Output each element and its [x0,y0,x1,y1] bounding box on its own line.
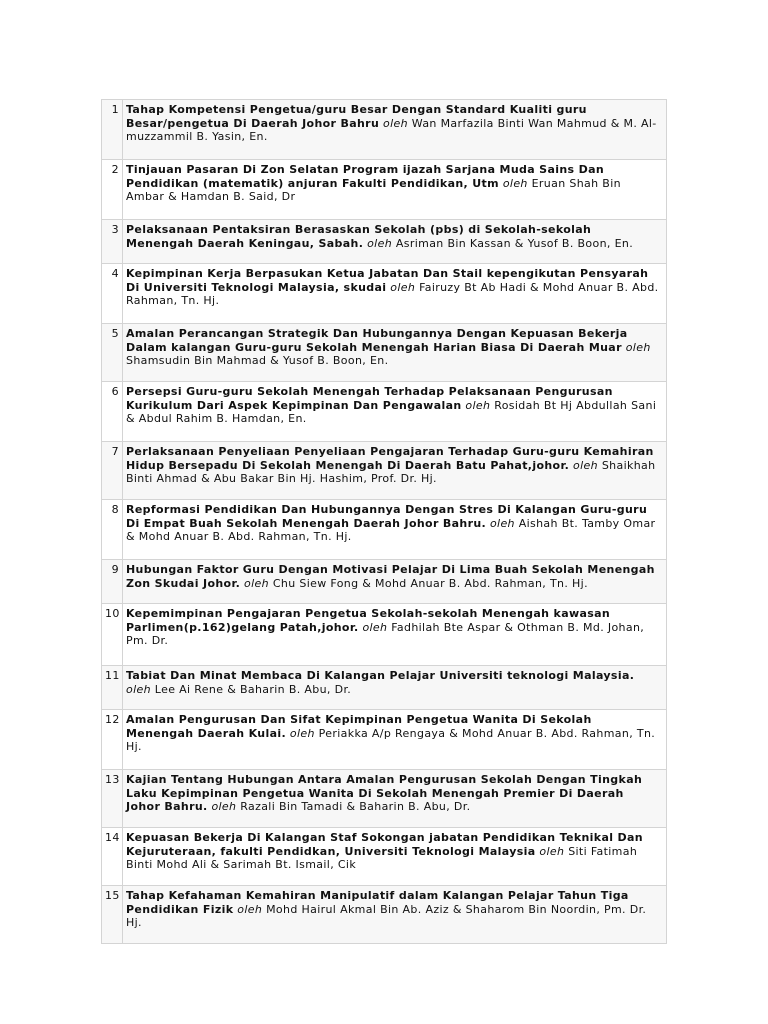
table-row [102,560,667,604]
thesis-title: Amalan Pengurusan Dan Sifat Kepimpinan Pengetua Wanita Di Sekolah Menengah Daerah Kulai. [126,713,592,740]
table-row [102,160,667,220]
thesis-title: Kepuasan Bekerja Di Kalangan Staf Sokongan jabatan Pendidikan Teknikal Dan Kejuruteraan, fakulti Pendidkan, Universiti Teknologi Malaysia [126,831,643,858]
thesis-entry [123,560,667,604]
row-number: 10 [102,604,123,666]
row-number: 11 [102,666,123,710]
thesis-authors: Mohd Hairul Akmal Bin Ab. Aziz & Shaharom Bin Noordin, Pm. Dr. Hj. [126,902,647,929]
thesis-entry [123,100,667,160]
oleh-label: oleh [211,800,237,813]
thesis-authors: Rosidah Bt Hj Abdullah Sani & Abdul Rahim B. Hamdan, En. [126,398,657,425]
thesis-entry [123,264,667,324]
row-number: 6 [102,382,123,442]
oleh-label: oleh [465,398,491,412]
row-number: 15 [102,886,123,944]
table-row [102,770,667,828]
thesis-title: Repformasi Pendidikan Dan Hubungannya Dengan Stres Di Kalangan Guru-guru Di Empat Buah Sekolah Menengah Daerah Johor Bahru. [126,503,648,530]
table-row [102,324,667,382]
table-row [102,264,667,324]
row-number: 13 [102,770,123,828]
thesis-authors: Wan Marfazila Binti Wan Mahmud & M. Al-muzzammil B. Yasin, En. [126,116,657,143]
oleh-label: oleh [362,620,388,634]
thesis-authors: Aishah Bt. Tamby Omar & Mohd Anuar B. Abd. Rahman, Tn. Hj. [126,516,656,543]
table-row [102,666,667,710]
oleh-label: oleh [489,516,515,530]
thesis-entry [123,604,667,666]
thesis-entry [123,220,667,264]
oleh-label: oleh [237,902,263,916]
thesis-title: Perlaksanaan Penyeliaan Penyeliaan Pengajaran Terhadap Guru-guru Kemahiran Hidup Bersepadu Di Sekolah Menengah Di Daerah Batu Pahat,johor. [126,445,654,472]
table-row [102,500,667,560]
table-row [102,886,667,944]
thesis-title: Kepimpinan Kerja Berpasukan Ketua Jabatan Dan Stail kepengikutan Pensyarah Di Universiti Teknologi Malaysia, skudai [126,267,649,294]
thesis-authors: Periakka A/p Rengaya & Mohd Anuar B. Abd. Rahman, Tn. Hj. [126,726,656,753]
thesis-entry [123,666,667,710]
thesis-entry [123,710,667,770]
oleh-label: oleh [289,726,315,740]
table-row [102,710,667,770]
thesis-title: Kepemimpinan Pengajaran Pengetua Sekolah-sekolah Menengah kawasan Parlimen(p.162)gelang Patah,johor. [126,607,611,634]
thesis-authors: Fadhilah Bte Aspar & Othman B. Md. Johan, Pm. Dr. [126,620,645,647]
thesis-entry [123,500,667,560]
thesis-authors: Lee Ai Rene & Baharin B. Abu, Dr. [154,682,352,696]
oleh-label: oleh [573,458,598,472]
table-row [102,100,667,160]
thesis-title: Amalan Perancangan Strategik Dan Hubungannya Dengan Kepuasan Bekerja Dalam kalangan Guru-guru Sekolah Menengah Harian Biasa Di Daerah Muar [126,327,628,354]
thesis-title: Tahap Kompetensi Pengetua/guru Besar Dengan Standard Kualiti guru Besar/pengetua Di Daerah Johor Bahru [126,103,587,130]
row-number: 2 [102,160,123,220]
thesis-title: Tahap Kefahaman Kemahiran Manipulatif dalam Kalangan Pelajar Tahun Tiga Pendidikan Fizik [126,889,629,916]
thesis-authors: Siti Fatimah Binti Mohd Ali & Sarimah Bt. Ismail, Cik [126,844,638,871]
table-row [102,828,667,886]
thesis-title: Tinjauan Pasaran Di Zon Selatan Program ijazah Sarjana Muda Sains Dan Pendidikan (matematik) anjuran Fakulti Pendidikan, Utm [126,163,605,190]
thesis-entry [123,324,667,382]
thesis-list-table [101,99,667,944]
row-number: 5 [102,324,123,382]
table-row [102,220,667,264]
thesis-authors: Eruan Shah Bin Ambar & Hamdan B. Said, Dr [126,176,621,203]
thesis-title: Pelaksanaan Pentaksiran Berasaskan Sekolah (pbs) di Sekolah-sekolah Menengah Daerah Keningau, Sabah. [126,223,592,250]
thesis-authors: Chu Siew Fong & Mohd Anuar B. Abd. Rahman, Tn. Hj. [272,576,588,590]
oleh-label: oleh [625,340,651,354]
thesis-authors: Fairuzy Bt Ab Hadi & Mohd Anuar B. Abd. Rahman, Tn. Hj. [126,280,659,307]
thesis-title: Hubungan Faktor Guru Dengan Motivasi Pelajar Di Lima Buah Sekolah Menengah Zon Skudai Johor. [126,563,655,590]
oleh-label: oleh [367,236,393,250]
thesis-authors: Shamsudin Bin Mahmad & Yusof B. Boon, En. [126,354,389,367]
thesis-authors: Asriman Bin Kassan & Yusof B. Boon, En. [395,236,634,250]
thesis-list-body [102,100,667,944]
oleh-label: oleh [539,844,565,858]
thesis-authors: Shaikhah Binti Ahmad & Abu Bakar Bin Hj. Hashim, Prof. Dr. Hj. [126,458,656,485]
oleh-label: oleh [502,176,528,190]
thesis-entry [123,828,667,886]
thesis-title: Tabiat Dan Minat Membaca Di Kalangan Pelajar Universiti teknologi Malaysia. [126,669,635,682]
row-number: 4 [102,264,123,324]
thesis-authors: Razali Bin Tamadi & Baharin B. Abu, Dr. [240,800,471,813]
thesis-entry [123,770,667,828]
oleh-label: oleh [390,280,416,294]
thesis-entry [123,886,667,944]
row-number: 1 [102,100,123,160]
row-number: 3 [102,220,123,264]
table-row [102,382,667,442]
row-number: 12 [102,710,123,770]
thesis-entry [123,382,667,442]
table-row [102,604,667,666]
row-number: 8 [102,500,123,560]
thesis-entry [123,160,667,220]
row-number: 7 [102,442,123,500]
thesis-entry [123,442,667,500]
table-row [102,442,667,500]
oleh-label: oleh [383,116,408,130]
thesis-title: Persepsi Guru-guru Sekolah Menengah Terhadap Pelaksanaan Pengurusan Kurikulum Dari Aspek Kepimpinan Dan Pengawalan [126,385,613,412]
oleh-label: oleh [126,682,151,696]
row-number: 14 [102,828,123,886]
row-number: 9 [102,560,123,604]
thesis-title: Kajian Tentang Hubungan Antara Amalan Pengurusan Sekolah Dengan Tingkah Laku Kepimpinan Pengetua Wanita Di Sekolah Menengah Premier Di Daerah Johor Bahru. [126,773,643,813]
oleh-label: oleh [244,576,269,590]
